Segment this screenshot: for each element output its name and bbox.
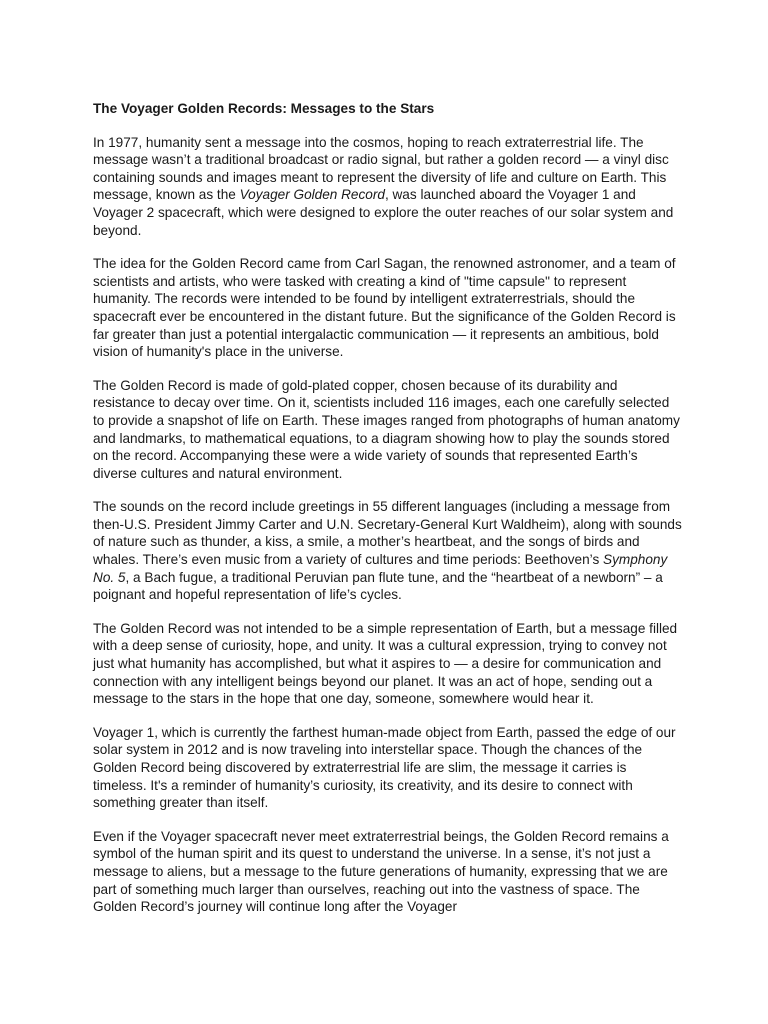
body-paragraph bbox=[93, 620, 683, 708]
body-paragraph bbox=[93, 498, 683, 604]
paragraph-text: The idea for the Golden Record came from Carl Sagan, the renowned astronomer, and a team of scientists and artists, who were tasked with creating a kind of "time capsule" to represent humanity. The records were intended to be found by intelligent extraterrestrials, should the spacecraft ever be encountered in the distant future. But the significance of the Golden Record is far greater than just a potential intergalactic communication — it represents an ambitious, bold vision of humanity's place in the universe. bbox=[93, 256, 676, 360]
paragraph-text: The Golden Record is made of gold-plated copper, chosen because of its durability and resistance to decay over time. On it, scientists included 116 images, each one carefully selected to provide a snapshot of life on Earth. These images ranged from photographs of human anatomy and landmarks, to mathematical equations, to a diagram showing how to play the sounds stored on the record. Accompanying these were a wide variety of sounds that represented Earth’s diverse cultures and natural environment. bbox=[93, 377, 680, 481]
italic-title-text: Voyager Golden Record bbox=[239, 187, 385, 203]
body-paragraph bbox=[93, 377, 683, 483]
body-paragraph bbox=[93, 828, 683, 916]
italic-title-text: Symphony No. 5 bbox=[93, 552, 668, 585]
paragraph-text: Voyager 1, which is currently the farthest human-made object from Earth, passed the edge of our solar system in 2012 and is now traveling into interstellar space. Though the chances of the Golden Record being discovered by extraterrestrial life are slim, the message it carries is timeless. It's a reminder of humanity’s curiosity, its creativity, and its desire to connect with something greater than itself. bbox=[93, 724, 676, 811]
paragraph-text: The Golden Record was not intended to be a simple representation of Earth, but a message filled with a deep sense of curiosity, hope, and unity. It was a cultural expression, trying to convey not just what humanity has accomplished, but what it aspires to — a desire for communication and connection with any intelligent beings beyond our planet. It was an act of hope, sending out a message to the stars in the hope that one day, someone, somewhere would hear it. bbox=[93, 620, 678, 707]
body-paragraph bbox=[93, 724, 683, 812]
paragraph-text: , was launched aboard the Voyager 1 and Voyager 2 spacecraft, which were designed to explore the outer reaches of our solar system and beyond. bbox=[93, 187, 674, 238]
paragraph-text: , a Bach fugue, a traditional Peruvian pan flute tune, and the “heartbeat of a newborn” – a poignant and hopeful representation of life’s cycles. bbox=[93, 569, 663, 603]
paragraph-text: In 1977, humanity sent a message into the cosmos, hoping to reach extraterrestrial life. The message wasn’t a traditional broadcast or radio signal, but rather a golden record — a vinyl disc containing sounds and images meant to represent the diversity of life and culture on Earth. This message, known as the bbox=[93, 134, 669, 203]
paragraph-text: The sounds on the record include greetings in 55 different languages (including a message from then-U.S. President Jimmy Carter and U.N. Secretary-General Kurt Waldheim), along with sounds of nature such as thunder, a kiss, a smile, a mother’s heartbeat, and the songs of birds and whales. There’s even music from a variety of cultures and time periods: Beethoven’s bbox=[93, 499, 682, 568]
document-title: The Voyager Golden Records: Messages to the Stars bbox=[93, 101, 435, 116]
body-paragraph bbox=[93, 134, 683, 240]
paragraph-text: Even if the Voyager spacecraft never meet extraterrestrial beings, the Golden Record remains a symbol of the human spirit and its quest to understand the universe. In a sense, it’s not just a message to aliens, but a message to the future generations of humanity, expressing that we are part of something much larger than ourselves, reaching out into the vastness of space. The Golden Record’s journey will continue long after the Voyager bbox=[93, 828, 669, 915]
document-page bbox=[93, 100, 683, 916]
document-body bbox=[93, 134, 683, 916]
body-paragraph bbox=[93, 255, 683, 361]
